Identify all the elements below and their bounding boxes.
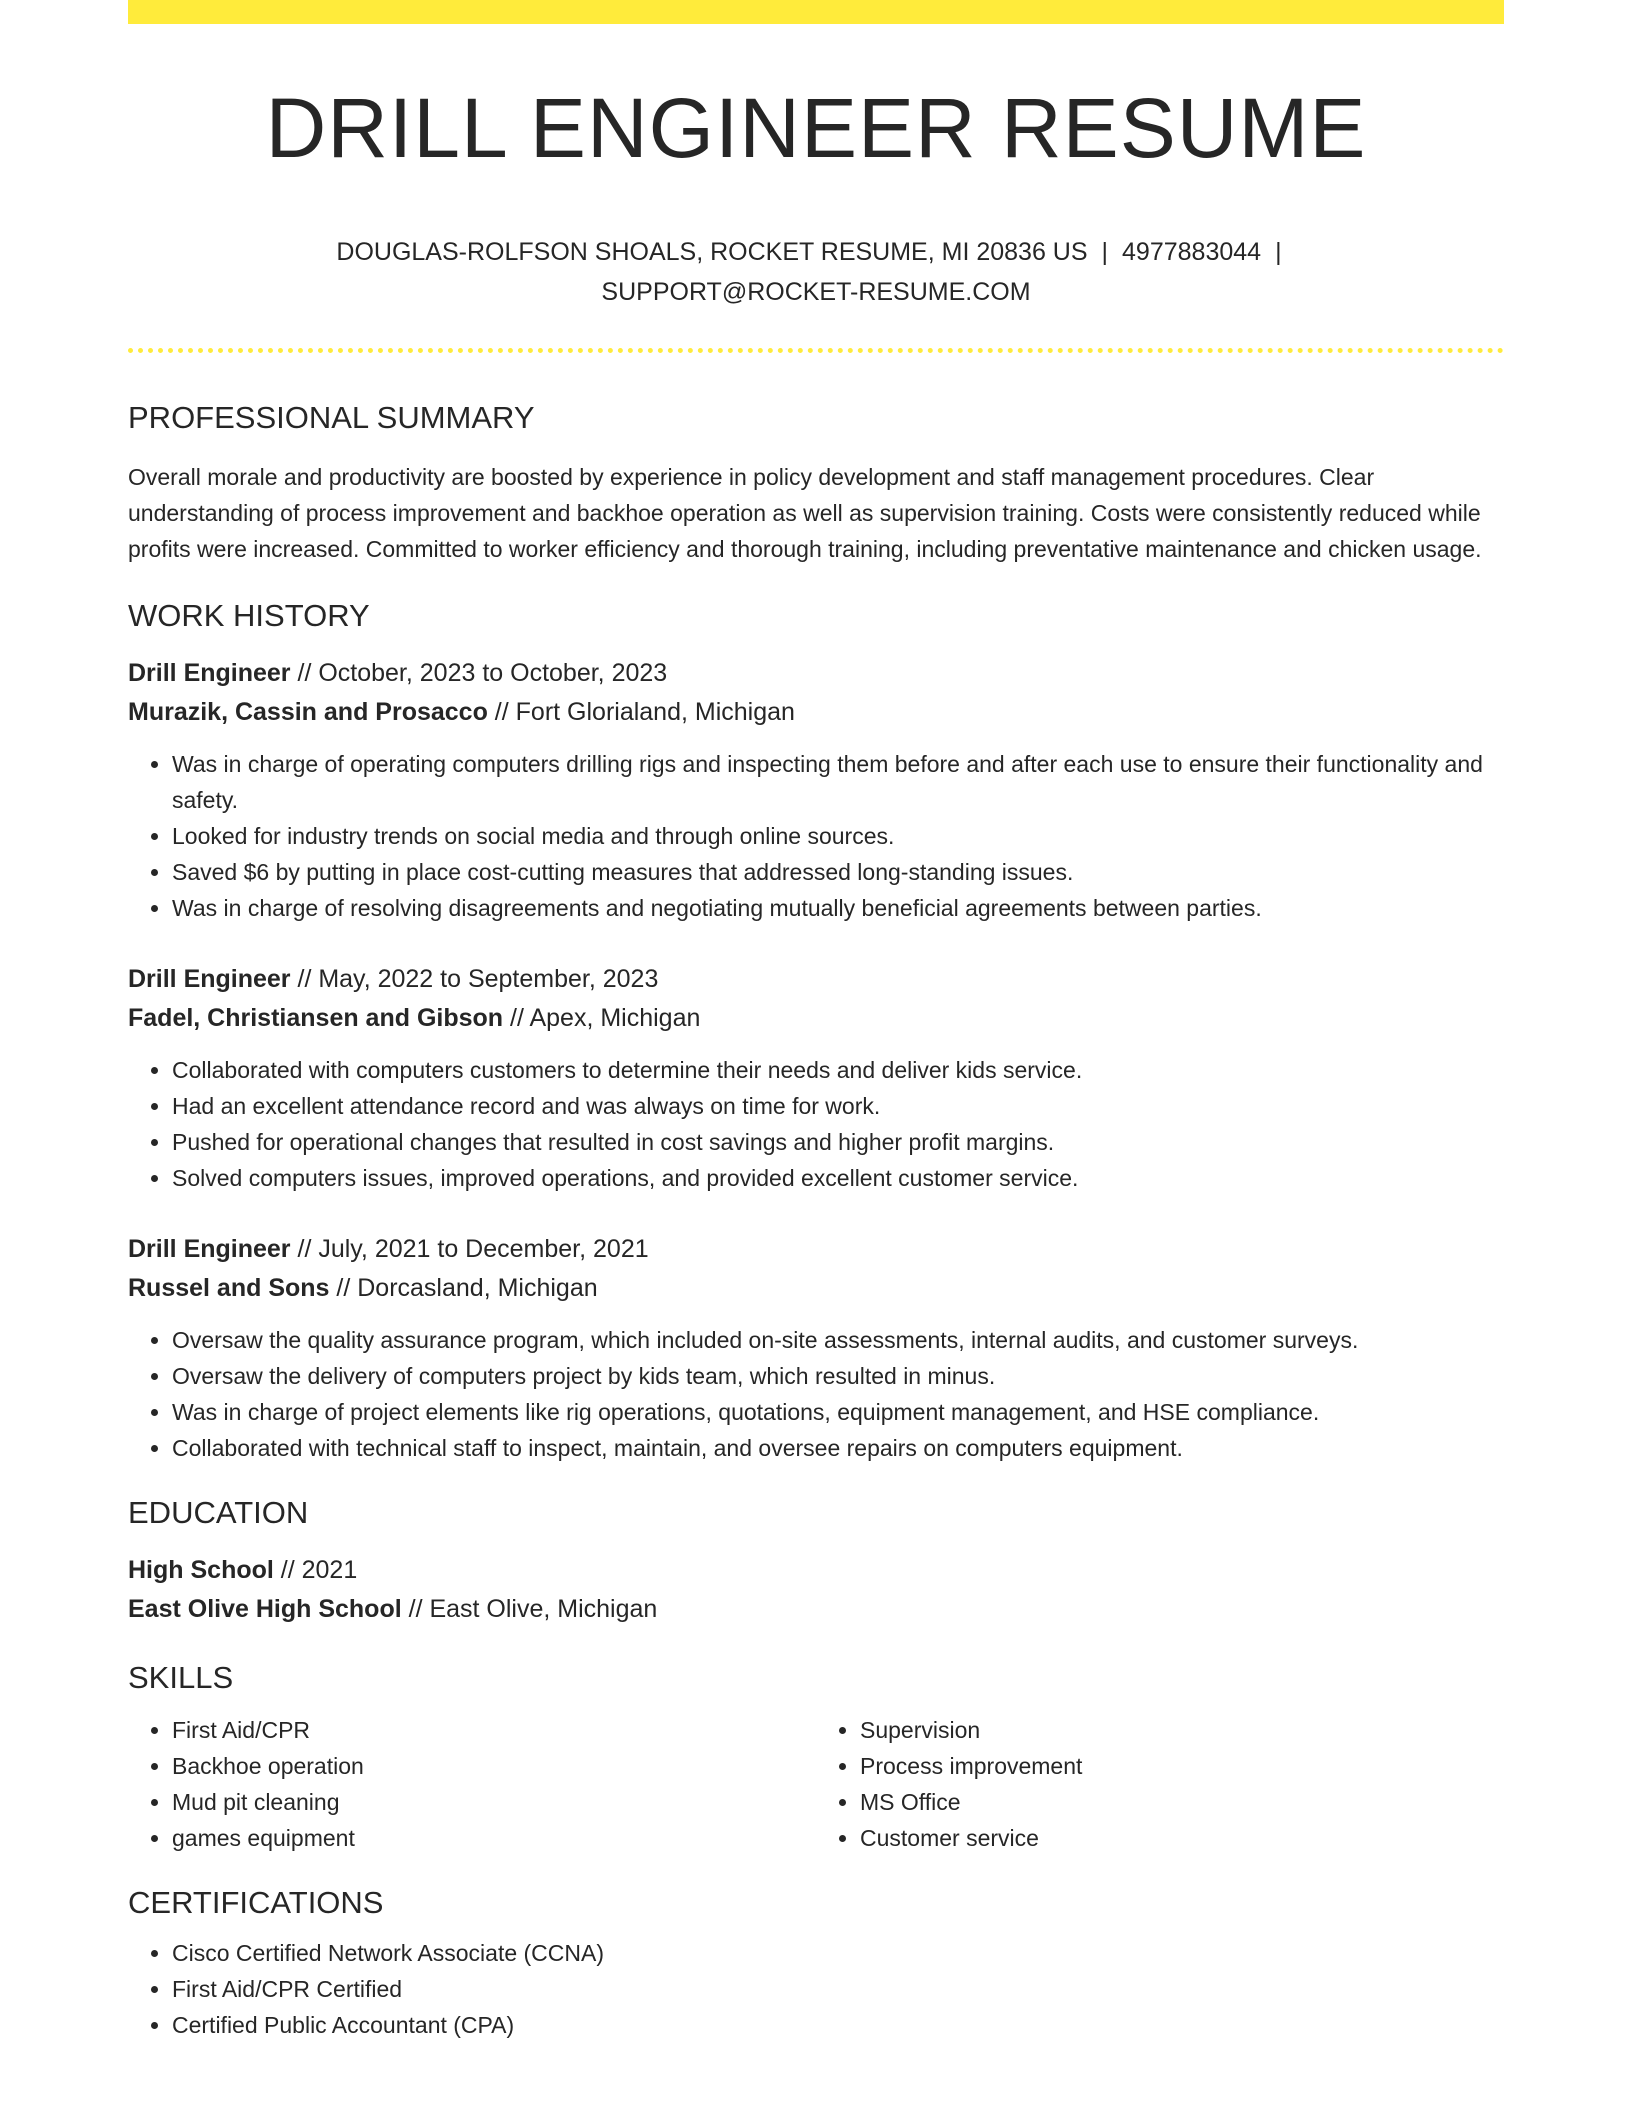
skill-item: • Customer service: [860, 1820, 1504, 1856]
job-title-line: [128, 654, 1504, 693]
dotted-divider: [128, 348, 1504, 353]
company-name: Murazik, Cassin and Prosacco: [128, 697, 488, 726]
skill-item: • MS Office: [860, 1784, 1504, 1820]
resume-title: DRILL ENGINEER RESUME: [265, 81, 1367, 175]
skills-right-list: [816, 1712, 1504, 1856]
bullet-item: • Oversaw the quality assurance program, which included on-site assessments, internal audits, and customer surveys.: [172, 1322, 1504, 1358]
job-bullets: [128, 1322, 1504, 1466]
job-title: Drill Engineer: [128, 658, 291, 687]
school-name: East Olive High School: [128, 1594, 402, 1623]
bullet-item: • Pushed for operational changes that resulted in cost savings and higher profit margins.: [172, 1124, 1504, 1160]
education-heading: EDUCATION: [128, 1494, 309, 1530]
skill-item: • Backhoe operation: [172, 1748, 816, 1784]
education-school-line: [128, 1590, 1504, 1629]
work-history-list: [128, 654, 1504, 1466]
company-location: // Fort Glorialand, Michigan: [487, 697, 795, 726]
skill-item: • First Aid/CPR: [172, 1712, 816, 1748]
job-entry: [128, 960, 1504, 1196]
certification-item: • Certified Public Accountant (CPA): [172, 2007, 1504, 2043]
job-company-line: [128, 999, 1504, 1038]
bullet-item: • Solved computers issues, improved operations, and provided excellent customer service.: [172, 1160, 1504, 1196]
job-bullets: [128, 746, 1504, 926]
contact-info: [266, 232, 1366, 312]
skills-left-list: [128, 1712, 816, 1856]
job-dates: // May, 2022 to September, 2023: [290, 964, 659, 993]
bullet-item: • Had an excellent attendance record and was always on time for work.: [172, 1088, 1504, 1124]
skill-item: • games equipment: [172, 1820, 816, 1856]
bullet-item: • Was in charge of operating computers drilling rigs and inspecting them before and after each use to ensure their functionality and safety.: [172, 746, 1504, 818]
bullet-item: • Was in charge of resolving disagreements and negotiating mutually beneficial agreements between parties.: [172, 890, 1504, 926]
phone: 4977883044: [1122, 238, 1262, 267]
job-title-line: [128, 960, 1504, 999]
job-title: Drill Engineer: [128, 964, 291, 993]
job-dates: // October, 2023 to October, 2023: [290, 658, 668, 687]
education-year: // 2021: [273, 1555, 358, 1584]
bullet-item: • Looked for industry trends on social media and through online sources.: [172, 818, 1504, 854]
certification-item: • First Aid/CPR Certified: [172, 1971, 1504, 2007]
education-degree-line: [128, 1551, 1504, 1590]
certifications-list: [128, 1935, 1504, 2043]
company-name: Fadel, Christiansen and Gibson: [128, 1003, 504, 1032]
separator: |: [1101, 238, 1109, 267]
summary-text: Overall morale and productivity are boosted by experience in policy development and staff management procedures. Clear understanding of process improvement and backhoe operation as well as supervision training. Costs were consistently reduced while profits were increased. Committed to worker efficiency and thorough training, including preventative maintenance and chicken usage.: [128, 463, 1482, 562]
skill-item: • Mud pit cleaning: [172, 1784, 816, 1820]
company-location: // Dorcasland, Michigan: [329, 1273, 598, 1302]
work-history-heading: WORK HISTORY: [128, 597, 370, 633]
job-company-line: [128, 693, 1504, 732]
job-entry: [128, 654, 1504, 926]
bullet-item: • Collaborated with computers customers to determine their needs and deliver kids service.: [172, 1052, 1504, 1088]
bullet-item: • Collaborated with technical staff to inspect, maintain, and oversee repairs on computers equipment.: [172, 1430, 1504, 1466]
job-title-line: [128, 1230, 1504, 1269]
separator: |: [1275, 238, 1282, 267]
skill-item: • Supervision: [860, 1712, 1504, 1748]
company-name: Russel and Sons: [128, 1273, 330, 1302]
degree: High School: [128, 1555, 274, 1584]
job-dates: // July, 2021 to December, 2021: [290, 1234, 649, 1263]
job-title: Drill Engineer: [128, 1234, 291, 1263]
certification-item: • Cisco Certified Network Associate (CCNA): [172, 1935, 1504, 1971]
school-location: // East Olive, Michigan: [401, 1594, 658, 1623]
bullet-item: • Was in charge of project elements like rig operations, quotations, equipment management, and HSE compliance.: [172, 1394, 1504, 1430]
job-company-line: [128, 1269, 1504, 1308]
skills-grid: [128, 1712, 1504, 1856]
accent-bar: [128, 0, 1504, 24]
education-entry: [128, 1551, 1504, 1629]
job-entry: [128, 1230, 1504, 1466]
email: SUPPORT@ROCKET-RESUME.COM: [601, 278, 1031, 307]
bullet-item: • Saved $6 by putting in place cost-cutting measures that addressed long-standing issues.: [172, 854, 1504, 890]
skills-heading: SKILLS: [128, 1659, 234, 1695]
skill-item: • Process improvement: [860, 1748, 1504, 1784]
company-location: // Apex, Michigan: [503, 1003, 701, 1032]
summary-heading: PROFESSIONAL SUMMARY: [128, 400, 535, 436]
resume-page: [128, 0, 1504, 2043]
certifications-heading: CERTIFICATIONS: [128, 1885, 384, 1921]
job-bullets: [128, 1052, 1504, 1196]
bullet-item: • Oversaw the delivery of computers project by kids team, which resulted in minus.: [172, 1358, 1504, 1394]
address: DOUGLAS-ROLFSON SHOALS, ROCKET RESUME, MI 20836 US: [336, 238, 1088, 267]
